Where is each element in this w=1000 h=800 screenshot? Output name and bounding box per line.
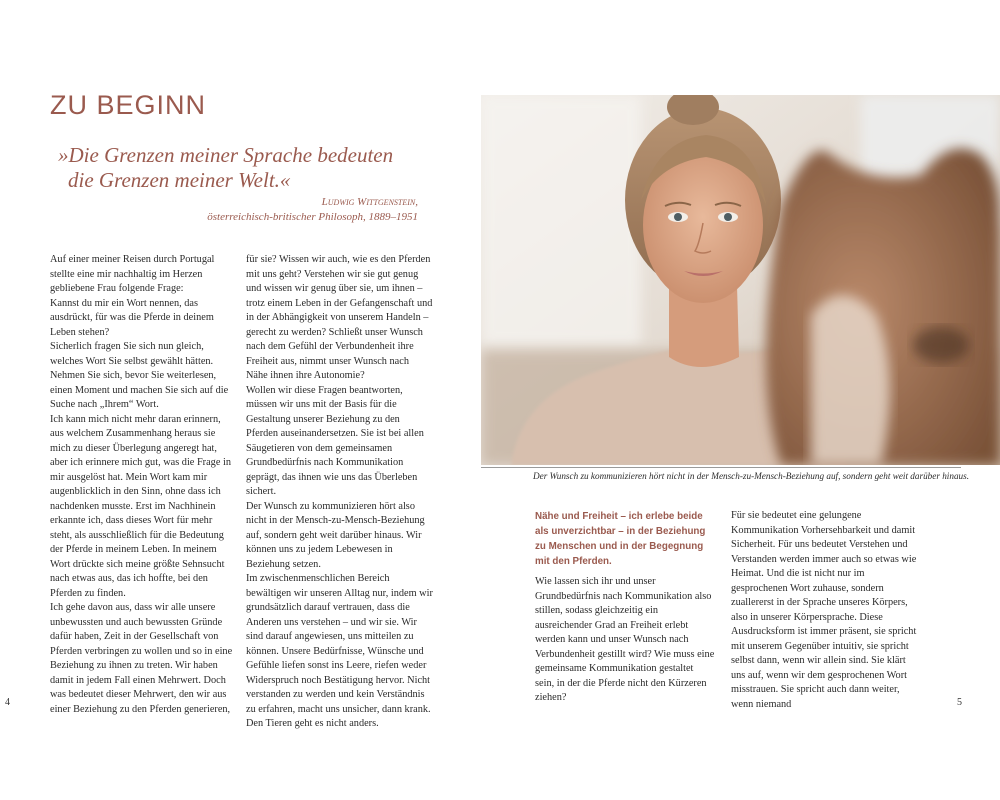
- photo-caption: Der Wunsch zu kommunizieren hört nicht in der Mensch-zu-Mensch-Beziehung auf, sondern geht weit darüber hinaus.: [533, 471, 970, 481]
- paragraph: Im zwischenmenschlichen Bereich bewältigen wir unseren Alltag nur, indem wir grundsätzlich darauf vertrauen, dass die Anderen uns verstehen – und wir sie. Wir sind darauf angewiesen, uns mitteilen zu können. Unsere Bedürfnisse, Wünsche und Gefühle liefen sonst ins Leere, riefen weder Widerspruch noch Bestätigung hervor. Nicht verstanden zu werden und kein Verständnis zu erfahren, macht uns unsicher, dann krank. Den Tieren geht es nicht anders.: [246, 573, 433, 729]
- epigraph-quote: [58, 143, 428, 193]
- highlight-pull-quote: Nähe und Freiheit – ich erlebe beide als unverzichtbar – in der Beziehung zu Menschen und in der Begegnung mit den Pferden.: [535, 511, 706, 567]
- text-column-3: [535, 575, 715, 706]
- quote-attribution: [150, 195, 418, 225]
- paragraph: Wie lassen sich ihr und unser Grundbedürfnis nach Kommunikation also stillen, sodass gleichzeitig ein ausreichender Grad an Freiheit erlebt werden kann und unser Wunsch nach Verbundenheit gestillt wird? Wie muss eine gemeinsame Kommunikation gestaltet sein, in der die Pferde nicht den Kürzeren ziehen?: [535, 576, 715, 703]
- quote-author: Ludwig Wittgenstein,: [321, 196, 418, 208]
- photo-illustration: [481, 95, 1000, 465]
- quote-line-1: »Die Grenzen meiner Sprache bedeuten: [58, 143, 394, 167]
- paragraph: Wollen wir diese Fragen beantworten, müssen wir uns mit der Basis für die Gestaltung unserer Beziehung zu den Pferden auseinandersetzen. Sie ist bei allen Säugetieren von dem gemeinsamen Grundbedürfnis nach Kommunikation geprägt, das ihnen wie uns das Überleben sichert.: [246, 384, 424, 497]
- paragraph: für sie? Wissen wir auch, wie es den Pferden mit uns geht? Verstehen wir sie gut genug und wissen wir genug über sie, um ihnen – trotz einem Leben in der Gefangenschaft und in der Abhängigkeit von unserem Handeln – gerecht zu werden? Schließt unser Wunsch nach dem Gefühl der Verbundenheit ihre Freiheit aus, nimmt unser Wunsch nach Nähe ihnen ihre Autonomie?: [246, 254, 433, 381]
- text-column-1: [50, 253, 233, 717]
- paragraph: Auf einer meiner Reisen durch Portugal stellte eine mir nachhaltig im Herzen gebliebene Frau folgende Frage:: [50, 254, 215, 294]
- caption-rule: [481, 467, 961, 468]
- quote-author-role: österreichisch-britischer Philosoph, 1889–1951: [207, 211, 418, 223]
- photo-woman-with-horse: [481, 95, 1000, 465]
- paragraph: Kannst du mir ein Wort nennen, das ausdrückt, für was die Pferde in deinem Leben stehen?: [50, 297, 214, 338]
- chapter-title: ZU BEGINN: [50, 90, 207, 120]
- paragraph: Der Wunsch zu kommunizieren hört also nicht in der Mensch-zu-Mensch-Beziehung auf, sondern geht weit darüber hinaus. Wir können uns zu jedem Lebewesen in Beziehung setzen.: [246, 500, 425, 570]
- paragraph: Sicherlich fragen Sie sich nun gleich, welches Wort Sie selbst gewählt hätten. Nehmen Sie sich, bevor Sie weiterlesen, einen Moment und machen Sie sich auf die Suche nach „Ihrem“ Wort.: [50, 341, 229, 410]
- quote-line-2: die Grenzen meiner Welt.«: [68, 168, 291, 192]
- paragraph: Für sie bedeutet eine gelungene Kommunikation Vorhersehbarkeit und damit Sicherheit. Für uns bedeutet Verstehen und Verstanden werden immer auch so etwas wie Heimat. Und die ist nicht nur im gesprochenen Wort zuhause, sondern zuallererst in der Sprache unseres Körpers, also in unserer Körpersprache. Diese Ausdrucksform ist immer präsent, sie spricht mit unserem Gegenüber intuitiv, sie spricht selbst dann, wenn wir allein sind. Sie klärt uns auf, wenn wir dem gesprochenen Wort misstrauen. Sie spricht auch dann weiter, wenn niemand: [731, 510, 917, 710]
- page-number-right: 5: [957, 697, 962, 708]
- text-column-4: [731, 509, 917, 712]
- paragraph: Ich gehe davon aus, dass wir alle unsere unbewussten und auch bewussten Gründe dafür haben, Zeit in der Gesellschaft von Pferden verbringen zu wollen und so in eine Beziehung zu ihnen zu treten. Wir haben damit in jedem Fall einen Mehrwert. Doch was bedeutet dieser Mehrwert, den wir aus einer Beziehung zu den Pferden generieren,: [50, 602, 233, 715]
- paragraph: Ich kann mich nicht mehr daran erinnern, aus welchem Zusammenhang heraus sie mich zu dieser Überlegung angeregt hat, aber ich erinnere mich gut, was die Frage in mir ausgelöst hat. Mein Wort kam mir augenblicklich in den Sinn, ohne dass ich nachdenken musste. Erst im Nachhinein erkannte ich, dass dieses Wort für mehr steht, als ausschließlich für die Bedeutung der Pferde in meinem Leben. In meinem Wort drückte sich meine größte Sehnsucht nach etwas aus, das ich hoffte, bei den Pferden zu finden.: [50, 413, 231, 599]
- page-number-left: 4: [5, 697, 10, 708]
- text-column-2: [246, 253, 433, 732]
